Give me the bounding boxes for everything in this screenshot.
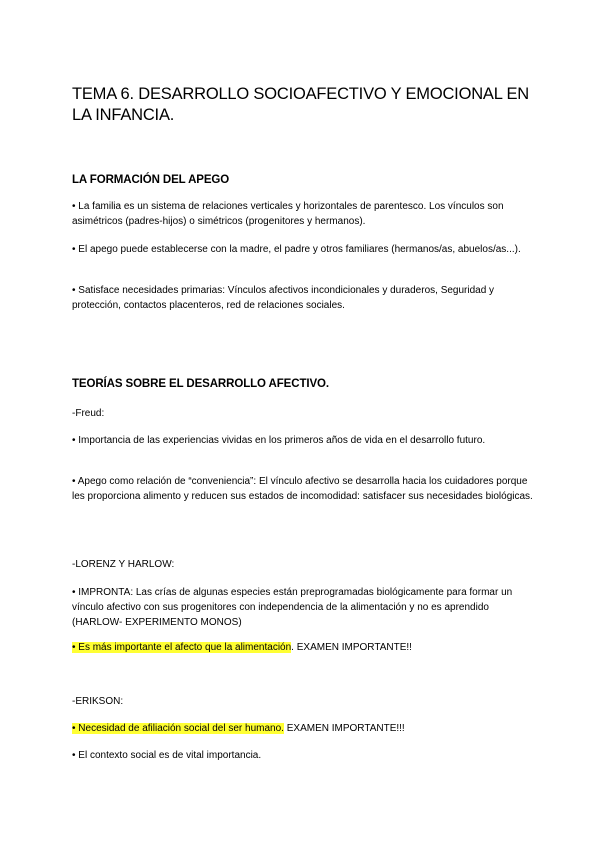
document-title: TEMA 6. DESARROLLO SOCIOAFECTIVO Y EMOCIONAL EN LA INFANCIA. — [72, 85, 529, 124]
paragraph-impronta: • IMPRONTA: Las crías de algunas especies están preprogramadas biológicamente para formar un vínculo afectivo con sus progenitores con independencia de la alimentación y no es aprendido (HARLOW- EXPERIMENTO MONOS) — [72, 587, 513, 628]
highlighted-text: • Necesidad de afiliación social del ser humano. — [72, 723, 284, 734]
label-erikson: -ERIKSON: — [72, 696, 124, 707]
section-heading-apego: LA FORMACIÓN DEL APEGO — [72, 174, 230, 186]
paragraph-afecto-alimentacion — [72, 640, 542, 655]
highlighted-text: • Es más importante el afecto que la alimentación — [72, 642, 292, 653]
label-freud: -Freud: — [72, 408, 105, 419]
paragraph-contexto-social: • El contexto social es de vital importancia. — [72, 750, 262, 761]
label-lorenz-harlow: -LORENZ Y HARLOW: — [72, 559, 175, 570]
exam-note: . EXAMEN IMPORTANTE!! — [291, 642, 412, 653]
paragraph-afiliacion — [72, 721, 542, 736]
section-heading-teorias: TEORÍAS SOBRE EL DESARROLLO AFECTIVO. — [72, 378, 329, 390]
paragraph-freud-2: • Apego como relación de “conveniencia”: El vínculo afectivo se desarrolla hacia los cuidadores porque les proporciona alimento y reducen sus estados de incomodidad: satisfacer sus necesidades biológicas. — [72, 476, 533, 502]
paragraph-familia: • La familia es un sistema de relaciones verticales y horizontales de parentesco. Los vínculos son asimétricos (padres-hijos) o simétricos (progenitores y hermanos). — [72, 201, 504, 227]
paragraph-apego-establece: • El apego puede establecerse con la madre, el padre y otros familiares (hermanos/as, abuelos/as...). — [72, 244, 521, 255]
paragraph-freud-1: • Importancia de las experiencias vividas en los primeros años de vida en el desarrollo futuro. — [72, 435, 486, 446]
exam-note: EXAMEN IMPORTANTE!!! — [283, 723, 405, 734]
paragraph-necesidades: • Satisface necesidades primarias: Vínculos afectivos incondicionales y duraderos, Seguridad y protección, contactos placenteros, red de relaciones sociales. — [72, 285, 495, 311]
